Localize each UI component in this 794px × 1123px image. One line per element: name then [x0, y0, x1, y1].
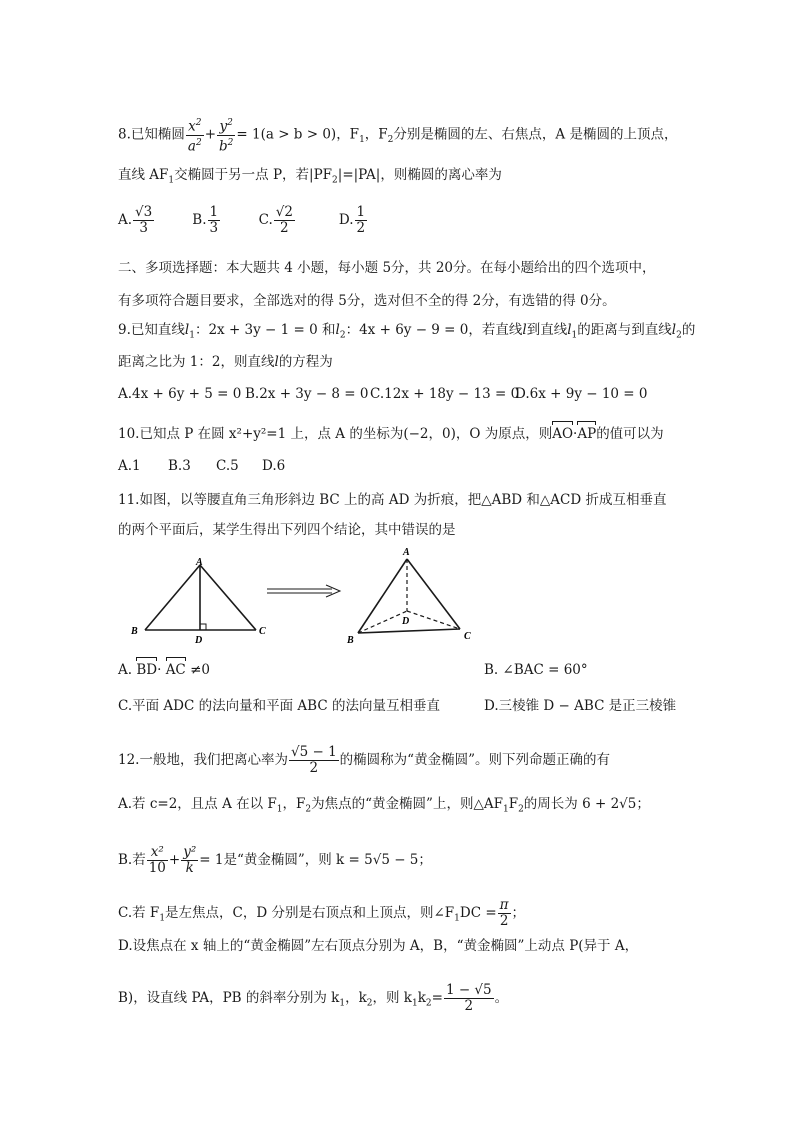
section2-line2: 有多项符合题目要求，全部选对的得 5分，选对但不全的得 2分，有选错的得 0分。 — [118, 293, 616, 309]
q8-option-b[interactable] — [192, 205, 254, 236]
q11-opta-tail: ≠0 — [190, 662, 210, 678]
q9-line1 — [118, 320, 695, 346]
option-num: √2 — [275, 204, 293, 220]
q8-option-d[interactable] — [339, 205, 368, 236]
sub: 1 — [189, 330, 195, 341]
option-label: C. — [258, 212, 273, 228]
q9-l: l — [522, 322, 527, 338]
q12-frac — [289, 745, 339, 776]
sub: 2 — [339, 330, 346, 341]
q11-option-d[interactable]: D.三棱锥 D − ABC 是正三棱锥 — [484, 698, 677, 714]
q12-c-text: C.若 F — [118, 905, 160, 921]
q8-line2c: |=|PA|，则椭圆的离心率为 — [337, 167, 502, 183]
q8-eq-y: y — [219, 118, 228, 135]
q12-b-prefix: B.若 — [118, 852, 146, 868]
q12-den: 2 — [309, 760, 319, 776]
q10-option-b[interactable]: B.3 — [168, 458, 191, 474]
sup: 2 — [195, 137, 202, 148]
sub: 1 — [159, 913, 166, 924]
q8-line1: 8.已知椭圆 $\frac{x^2}{a^2}$ + $\frac{y^2}{b^2}$ = 1(a > b > 0)，$F_1$，$F_2$分别是椭圆的左、右焦点，A 是椭圆的上顶点， — [118, 118, 678, 154]
q12-c-text: 是左焦点，C，D 分别是右顶点和上顶点，则∠F — [165, 905, 455, 921]
q12-prefix: 12.一般地，我们把离心率为 — [118, 752, 288, 768]
q12-d-text: = — [431, 990, 443, 1006]
q12-b-tail: = 1是“黄金椭圆”，则 k = 5√5 − 5； — [199, 852, 432, 868]
q9-option-c[interactable]: C.12x + 18y − 13 = 0 — [370, 386, 520, 402]
q10-option-c[interactable]: C.5 — [216, 458, 239, 474]
fig2-label-b: B — [347, 635, 354, 646]
q8-text2: ，F — [364, 126, 388, 143]
q11-options-row2 — [118, 696, 676, 716]
q8-line2b: 交椭圆于另一点 P，若|PF — [174, 167, 333, 183]
q12-option-d-line2 — [118, 983, 508, 1014]
q9-options — [118, 384, 648, 404]
option-den: 3 — [209, 220, 219, 236]
q10-vector-ao: AO — [552, 426, 574, 442]
q12-c-frac — [498, 898, 511, 929]
option-den: 2 — [280, 220, 289, 236]
sub: 1 — [359, 135, 365, 146]
right-angle-mark — [200, 624, 206, 630]
sub: 1 — [454, 913, 460, 924]
q10-vector-ap: AP — [577, 426, 597, 442]
q8-options — [118, 205, 368, 236]
sub: 1 — [339, 998, 346, 1009]
q9-text: ：2x + 3y − 1 = 0 和 — [194, 322, 336, 338]
q8-text1: ，F — [336, 126, 360, 143]
q9-text: 的方程为 — [278, 354, 333, 370]
q12-c-den: 2 — [499, 913, 509, 929]
option-num: 1 — [209, 204, 219, 220]
q11-vector-ac: AC — [165, 662, 186, 678]
sub: 2 — [425, 998, 432, 1009]
q10-option-a[interactable]: A.1 — [118, 458, 141, 474]
q10-tail: 的值可以为 — [596, 426, 664, 442]
q12-option-d-line1[interactable]: D.设焦点在 x 轴上的“黄金椭圆”左右顶点分别为 A，B，“黄金椭圆”上动点 P(异于 A， — [118, 938, 639, 954]
option-frac — [133, 205, 154, 236]
q11-option-b[interactable]: B. ∠BAC = 60° — [484, 662, 588, 678]
q12-c-text: DC = — [459, 905, 497, 921]
double-arrow-icon — [267, 585, 340, 597]
q8-eq-b: b — [219, 138, 228, 154]
option-label: D. — [338, 212, 354, 228]
q12-num: √5 − 1 — [290, 744, 337, 760]
sub: 1 — [502, 804, 509, 815]
q10-text: 10.已知点 P 在圆 x²+y²=1 上，点 A 的坐标为(−2，0)，O 为原点，则 — [118, 426, 553, 442]
q8-line2 — [118, 165, 502, 191]
q12-b-den2: k — [185, 860, 194, 876]
fig2-edge-bc — [358, 629, 460, 633]
q8-frac-x — [186, 116, 204, 154]
q12-b-frac2 — [181, 845, 198, 876]
fig1-label-c: C — [259, 626, 266, 637]
fig1-label-a: A — [196, 557, 203, 568]
sub: 2 — [387, 135, 394, 146]
q9-l: l — [671, 322, 677, 338]
q12-option-b[interactable]: B.若 $\frac{\text{x²}}{10}$ + $\frac{\text{y²}}{k}$ = 1是“黄金椭圆”，则 k = 5√5 − 5； — [118, 844, 432, 876]
q11-vector-bd: BD — [136, 662, 158, 678]
q12-a-text: A.若 c=2，且点 A 在以 F — [118, 796, 277, 812]
q8-eq-x: x — [188, 118, 196, 135]
section2-line1: 二、多项选择题：本大题共 4 小题，每小题 5分，共 20分。在每小题给出的四个选项中， — [118, 260, 656, 276]
q12-option-a[interactable] — [118, 794, 650, 820]
q9-text: 距离之比为 1：2，则直线 — [118, 354, 275, 370]
fig1-label-b: B — [131, 626, 138, 637]
q8-prefix: 8.已知椭圆 — [118, 126, 185, 143]
fig2-label-c: C — [464, 631, 471, 642]
sub: 1 — [276, 804, 283, 815]
option-frac — [274, 205, 295, 236]
q11-line1: 11.如图，以等腰直角三角形斜边 BC 上的高 AD 为折痕，把△ABD 和△ACD 折成互相垂直 — [118, 492, 667, 508]
q11-options-row1 — [118, 660, 588, 680]
q12-d-text: B)，设直线 PA，PB 的斜率分别为 k — [118, 990, 340, 1006]
option-label: A. — [118, 662, 133, 678]
sub: 2 — [676, 330, 682, 341]
sup: 2 — [195, 118, 202, 128]
q11-line2: 的两个平面后，某学生得出下列四个结论，其中错误的是 — [118, 522, 456, 538]
q9-text: ：4x + 6y − 9 = 0，若直线 — [345, 322, 523, 338]
q8-option-a[interactable] — [118, 205, 188, 236]
option-den: 3 — [139, 220, 148, 236]
q12-d-den: 2 — [464, 998, 474, 1014]
q10-line1 — [118, 424, 664, 444]
q10-options — [118, 456, 285, 476]
q8-eq-a: a — [187, 138, 196, 154]
q12-tail: 的椭圆称为“黄金椭圆”。则下列命题正确的有 — [339, 752, 610, 768]
q9-l: l — [274, 354, 279, 370]
q8-text3: 分别是椭圆的左、右焦点，A 是椭圆的上顶点， — [393, 126, 678, 143]
sub: 1 — [411, 998, 418, 1009]
q12-a-text: 为焦点的“黄金椭圆”上，则△AF — [311, 796, 503, 812]
q8-eq-tail: = 1(a > b > 0) — [236, 126, 337, 143]
fig1-side-ab — [145, 565, 200, 630]
q12-a-text: F — [508, 796, 519, 812]
q8-line2a: 直线 AF — [118, 167, 169, 183]
option-label: A. — [118, 212, 133, 228]
fig2-label-a: A — [403, 547, 410, 558]
q9-option-d[interactable]: D.6x + 9y − 10 = 0 — [515, 386, 648, 402]
q8-option-c[interactable] — [259, 205, 335, 236]
sub: 1 — [168, 175, 175, 186]
fig2-edge-ab — [358, 559, 410, 633]
q12-d-text: ，k — [345, 990, 367, 1006]
q9-line2 — [118, 352, 333, 372]
sup: 2 — [227, 118, 233, 128]
q12-b-frac1 — [147, 845, 168, 876]
q12-a-text: 的周长为 6 + 2√5； — [523, 796, 650, 812]
sup: 2 — [227, 137, 234, 148]
q9-text: 的距离与到直线 — [577, 322, 672, 338]
q12-c-num: π — [499, 897, 509, 913]
q12-b-num2: y² — [183, 844, 197, 860]
q9-option-a[interactable]: A.4x + 6y + 5 = 0 — [118, 386, 242, 402]
fig2-label-d: D — [402, 616, 410, 627]
q12-b-den1: 10 — [148, 860, 166, 876]
q12-d-num: 1 − √5 — [445, 982, 492, 998]
q10-option-d[interactable]: D.6 — [262, 458, 286, 474]
q9-l: l — [567, 322, 572, 338]
q12-c-tail: ； — [511, 905, 526, 921]
fig1-side-ac — [200, 565, 256, 630]
q12-d-text: k — [417, 990, 426, 1006]
option-label: B. — [192, 212, 207, 228]
q9-option-b[interactable]: B.2x + 3y − 8 = 0 — [245, 386, 369, 402]
sub: 1 — [571, 330, 578, 341]
sub: 2 — [305, 804, 312, 815]
q9-l: l — [184, 322, 190, 338]
q12-d-frac — [444, 983, 494, 1014]
option-num: √3 — [135, 204, 153, 220]
q9-l: l — [335, 322, 340, 338]
q11-figure — [118, 547, 478, 647]
q11-option-c[interactable]: C.平面 ADC 的法向量和平面 ABC 的法向量互相垂直 — [118, 698, 440, 714]
option-frac — [355, 205, 368, 236]
q12-line1 — [118, 745, 610, 776]
q8-frac-y — [217, 116, 235, 154]
fig2-edge-dc — [407, 611, 460, 629]
option-den: 2 — [356, 220, 366, 236]
q9-text: 9.已知直线 — [118, 322, 185, 338]
q9-text: 的 — [681, 322, 696, 338]
option-frac — [208, 205, 221, 236]
fig1-label-d: D — [195, 635, 203, 646]
sub: 2 — [332, 175, 338, 186]
q11-option-a[interactable]: A. BD· AC ≠0 — [118, 662, 210, 678]
option-num: 1 — [356, 204, 366, 220]
q12-d-text: ，则 k — [372, 990, 412, 1006]
q12-b-num1: x² — [147, 845, 168, 861]
q12-option-c[interactable] — [118, 898, 525, 929]
q10-dot: · — [573, 426, 578, 442]
q12-a-text: ，F — [282, 796, 306, 812]
fig2-edge-ac — [407, 559, 460, 629]
sub: 2 — [518, 804, 524, 815]
q9-text: 到直线 — [526, 322, 568, 338]
q12-d-tail: 。 — [494, 990, 509, 1006]
sub: 2 — [366, 998, 373, 1009]
